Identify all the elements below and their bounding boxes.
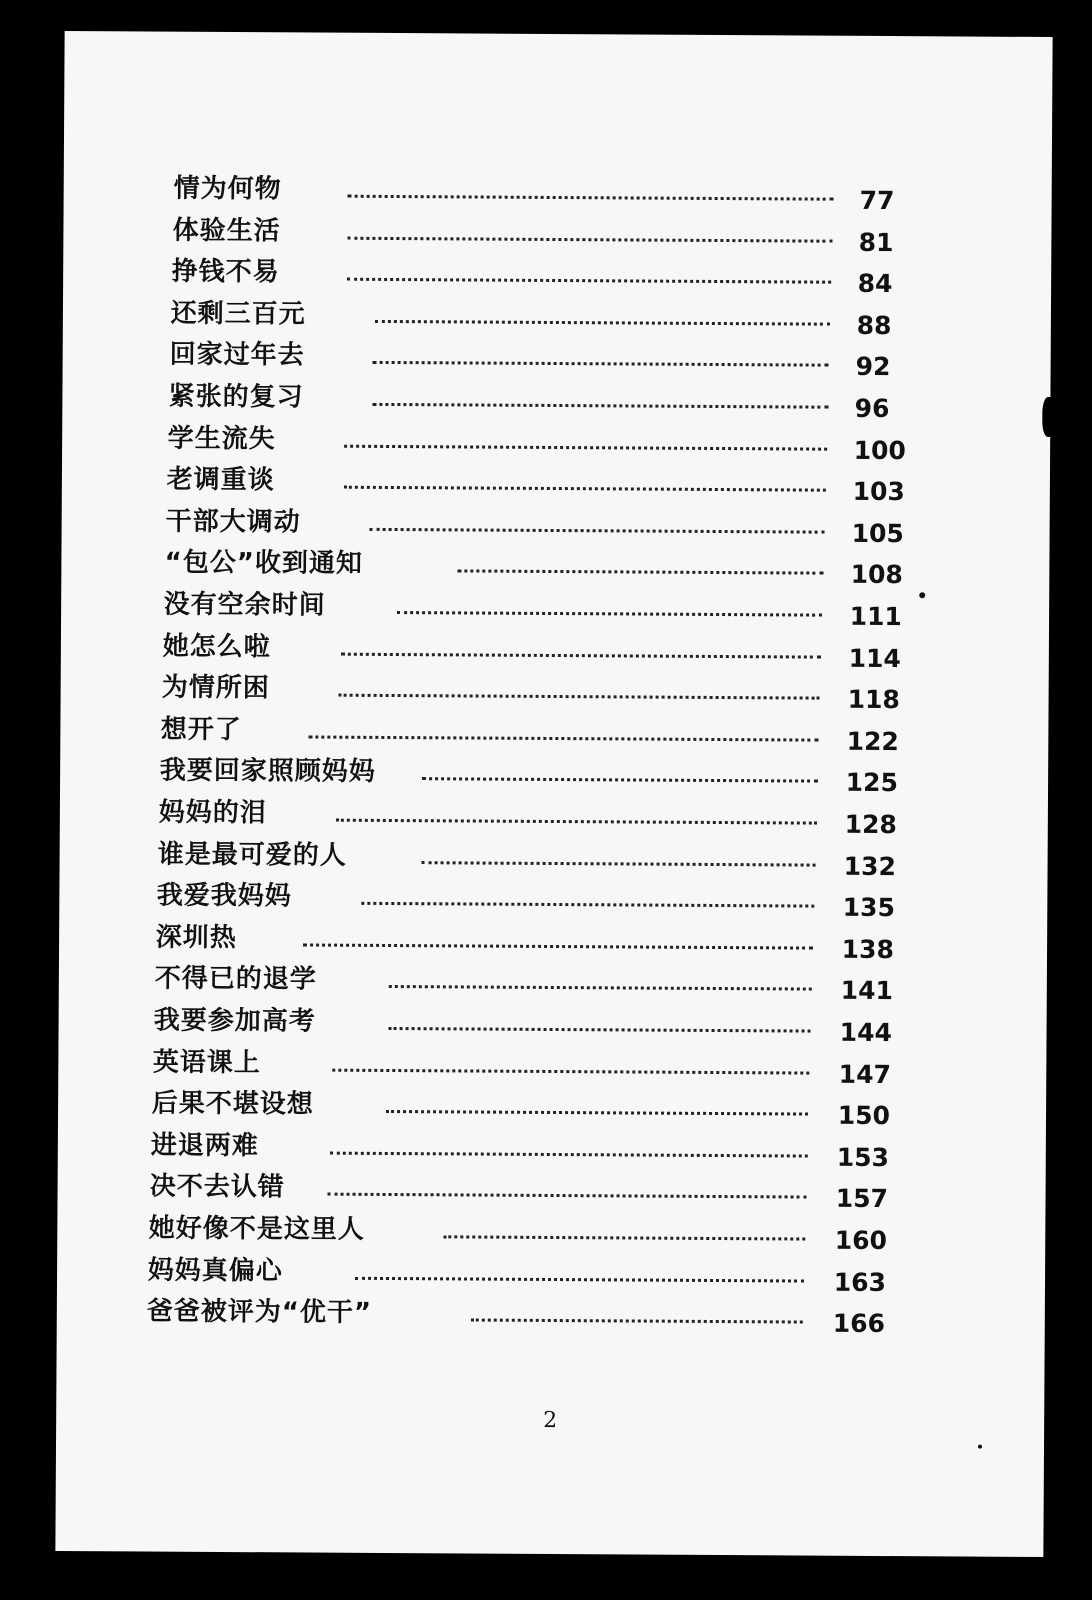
toc-entry-page-number: 108	[850, 560, 903, 590]
toc-entry	[61, 666, 1049, 714]
toc-entry	[59, 916, 1047, 964]
dot-leader	[328, 1189, 807, 1199]
toc-entry-title: 谁是最可爱的人	[157, 839, 347, 871]
toc-entry-title: 决不去认错	[149, 1171, 285, 1203]
toc-entry-page-number: 163	[833, 1267, 887, 1297]
toc-entry	[61, 541, 1049, 589]
toc-entry	[63, 333, 1051, 381]
toc-entry-title: 体验生活	[172, 215, 281, 246]
dot-leader	[332, 1064, 809, 1074]
ink-speck	[919, 592, 925, 598]
toc-entry-title: 学生流失	[167, 423, 276, 454]
toc-entry-page-number: 100	[853, 435, 906, 465]
toc-entry	[61, 583, 1049, 631]
toc-entry-page-number: 138	[841, 934, 894, 964]
dot-leader	[361, 898, 814, 908]
toc-entry	[58, 1082, 1046, 1130]
toc-entry	[62, 500, 1050, 548]
toc-entry	[63, 250, 1051, 298]
ink-speck	[978, 1445, 982, 1449]
toc-entry-page-number: 160	[834, 1225, 888, 1256]
toc-entry-title: 回家过年去	[169, 340, 305, 371]
dot-leader	[303, 939, 813, 949]
toc-entry	[60, 708, 1048, 756]
dot-leader	[347, 232, 832, 242]
dot-leader	[422, 774, 818, 783]
toc-entry-title: 我要参加高考	[153, 1005, 316, 1037]
toc-entry	[57, 1290, 1045, 1338]
toc-entry-title: “包公”收到通知	[164, 548, 364, 580]
dot-leader	[422, 857, 816, 866]
toc-entry-page-number: 114	[848, 643, 901, 673]
toc-entry-title: 我要回家照顾妈妈	[159, 755, 376, 788]
toc-entry	[60, 749, 1048, 797]
toc-entry-title: 妈妈的泪	[158, 797, 267, 829]
toc-entry-page-number: 96	[854, 393, 890, 424]
toc-entry	[62, 417, 1050, 465]
toc-entry-page-number: 150	[837, 1100, 891, 1131]
dot-leader	[457, 566, 823, 575]
toc-entry	[59, 833, 1047, 881]
toc-entry-page-number: 144	[839, 1017, 892, 1048]
dot-leader	[344, 440, 827, 450]
toc-entry-title: 爸爸被评为“优干”	[146, 1296, 373, 1329]
toc-entry-title: 还剩三百元	[170, 298, 306, 330]
toc-entry-title: 挣钱不易	[171, 256, 280, 288]
toc-entry-page-number: 111	[849, 601, 902, 632]
toc-entry-page-number: 141	[840, 976, 894, 1006]
dot-leader	[372, 399, 828, 409]
dot-leader	[373, 357, 829, 367]
dot-leader	[336, 815, 817, 825]
toc-entry-page-number: 88	[856, 310, 892, 340]
toc-entry-page-number: 147	[838, 1059, 892, 1089]
toc-entry-page-number: 84	[857, 269, 893, 299]
dot-leader	[386, 1106, 808, 1116]
toc-entry-title: 干部大调动	[165, 506, 301, 538]
toc-entry-title: 情为何物	[173, 173, 282, 205]
toc-entry-page-number: 92	[855, 352, 891, 382]
dot-leader	[397, 607, 822, 617]
toc-entry	[58, 999, 1046, 1047]
toc-entry	[62, 375, 1050, 423]
toc-entry-page-number: 125	[845, 768, 898, 798]
toc-entry-page-number: 135	[842, 892, 895, 923]
toc-entry	[63, 209, 1051, 257]
toc-entry-title: 她怎么啦	[162, 631, 271, 662]
toc-entry-title: 老调重谈	[166, 464, 275, 496]
toc-entry	[59, 957, 1047, 1005]
toc-entry	[64, 167, 1052, 215]
toc-entry-title: 想开了	[160, 714, 242, 745]
toc-entry-page-number: 103	[852, 477, 905, 507]
toc-entry-page-number: 122	[846, 726, 899, 756]
toc-entry-title: 紧张的复习	[168, 381, 304, 413]
dot-leader	[308, 731, 818, 741]
toc-entry-page-number: 166	[832, 1308, 886, 1339]
dot-leader	[443, 1231, 805, 1240]
dot-leader	[355, 1272, 804, 1282]
dot-leader	[330, 1147, 808, 1157]
dot-leader	[389, 981, 812, 991]
toc-entry	[58, 1124, 1046, 1172]
toc-entry-title: 为情所困	[161, 672, 270, 704]
dot-leader	[339, 690, 820, 700]
table-of-contents	[55, 31, 1052, 1557]
toc-entry-page-number: 128	[844, 809, 897, 840]
dot-leader	[341, 648, 821, 658]
toc-entry	[61, 625, 1049, 673]
dot-leader	[389, 1023, 811, 1033]
toc-entry-page-number: 105	[851, 518, 904, 548]
toc-entry-title: 深圳热	[155, 922, 237, 953]
dot-leader	[348, 191, 834, 201]
toc-entry	[62, 458, 1050, 506]
toc-entry-title: 不得已的退学	[154, 963, 317, 995]
page-number: 2	[543, 1407, 558, 1434]
toc-entry	[57, 1165, 1045, 1213]
toc-entry-page-number: 153	[836, 1142, 890, 1172]
toc-entry-page-number: 77	[859, 185, 895, 216]
dot-leader	[375, 316, 830, 326]
dot-leader	[370, 524, 825, 534]
toc-entry-page-number: 118	[847, 684, 900, 715]
dot-leader	[471, 1315, 803, 1324]
toc-entry-title: 没有空余时间	[163, 589, 326, 621]
toc-entry-page-number: 81	[858, 227, 894, 257]
toc-entry-title: 我爱我妈妈	[156, 880, 292, 912]
toc-entry	[63, 292, 1051, 340]
scanned-page	[55, 31, 1052, 1557]
toc-entry-page-number: 157	[835, 1184, 889, 1214]
toc-entry-title: 英语课上	[152, 1047, 261, 1078]
toc-entry-title: 她好像不是这里人	[148, 1213, 365, 1245]
dot-leader	[344, 482, 826, 492]
toc-entry	[60, 791, 1048, 839]
dot-leader	[347, 274, 831, 284]
toc-entry-title: 进退两难	[150, 1130, 259, 1161]
toc-entry	[58, 1041, 1046, 1089]
toc-entry-title: 后果不堪设想	[151, 1088, 314, 1120]
toc-entry	[57, 1207, 1045, 1255]
toc-entry	[59, 874, 1047, 922]
toc-entry-page-number: 132	[843, 851, 896, 881]
toc-entry-title: 妈妈真偏心	[147, 1255, 283, 1286]
toc-entry	[57, 1249, 1045, 1297]
